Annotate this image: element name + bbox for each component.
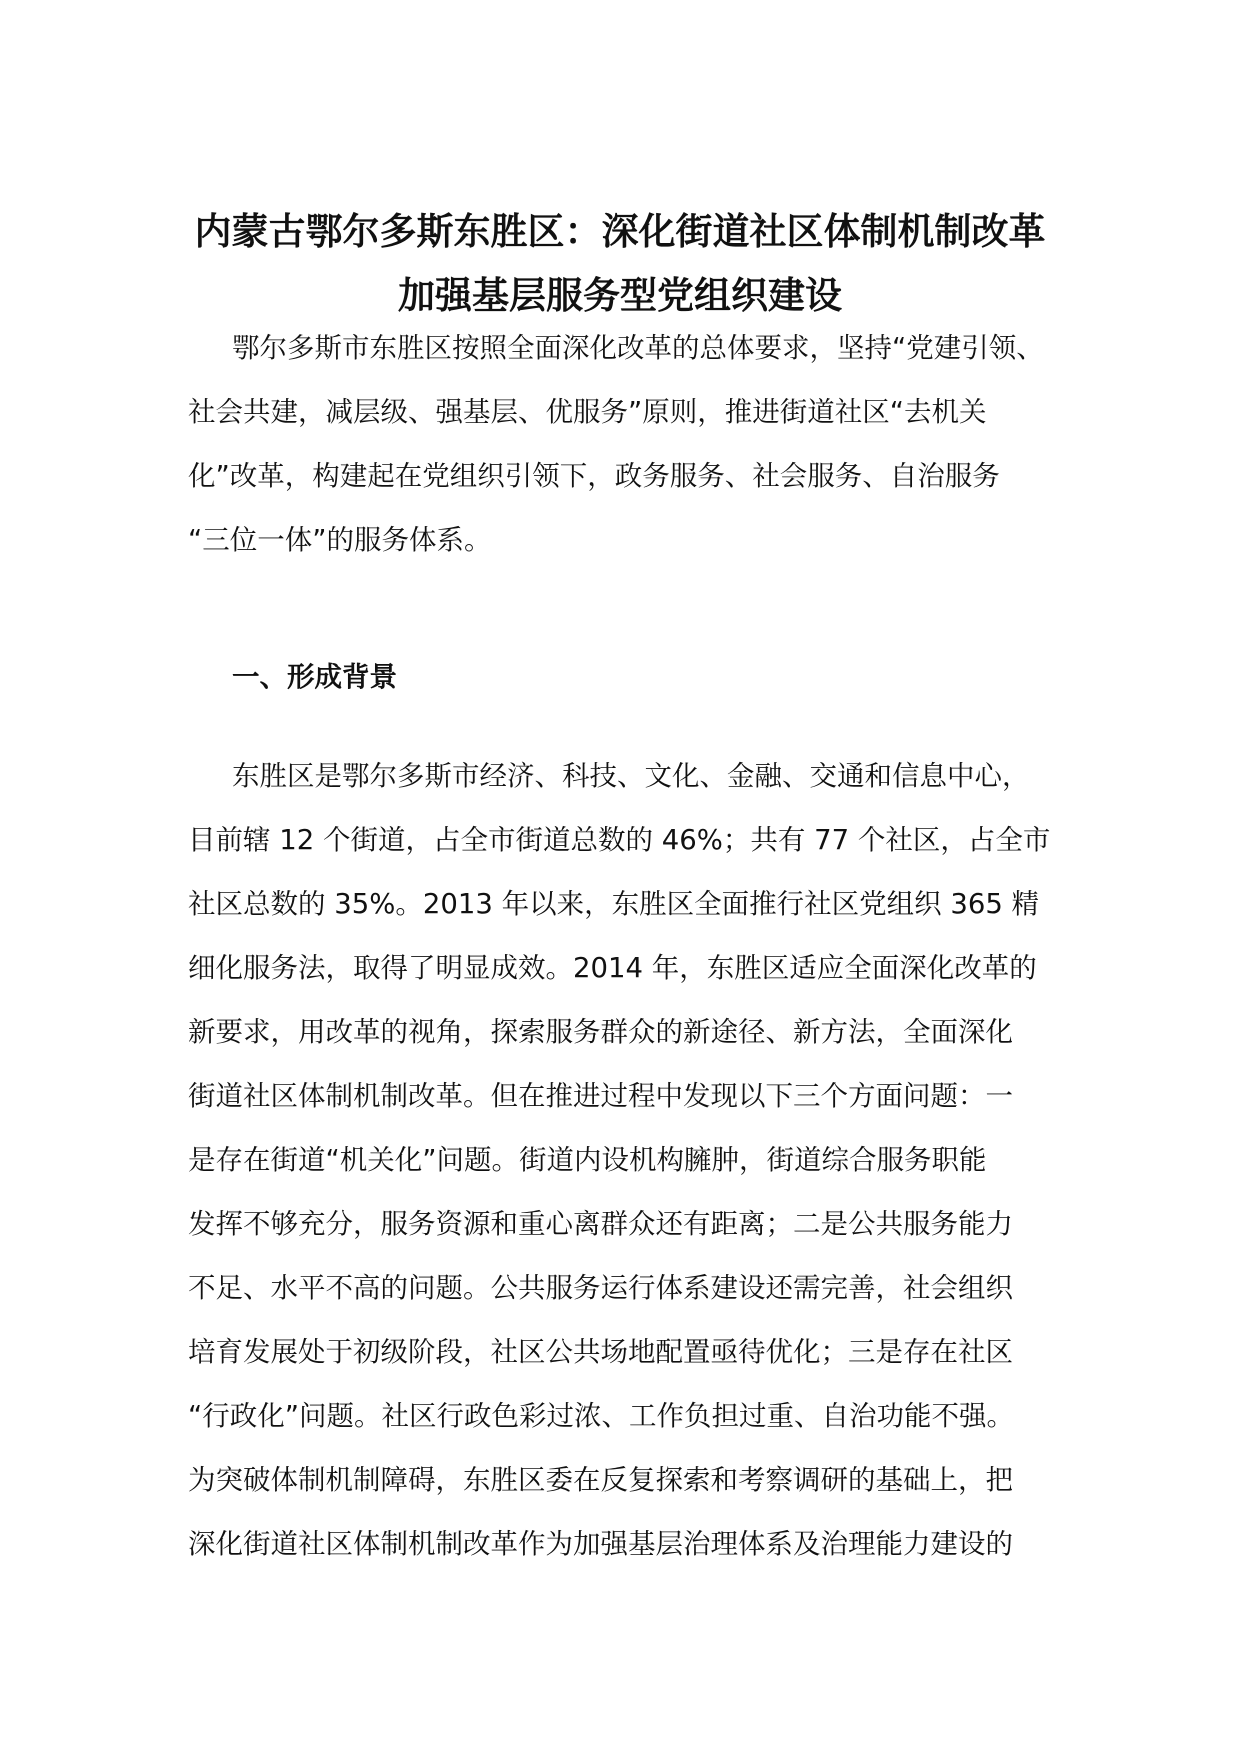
paragraph-line: 为突破体制机制障碍，东胜区委在反复探索和考察调研的基础上，把	[188, 1464, 1013, 1496]
section-heading	[188, 645, 1068, 709]
paragraph-line: 新要求，用改革的视角，探索服务群众的新途径、新方法，全面深化	[188, 1016, 1013, 1048]
paragraph-line: 发挥不够充分，服务资源和重心离群众还有距离；二是公共服务能力	[188, 1208, 1013, 1240]
document-title	[160, 200, 1080, 328]
paragraph-line: 社会共建，减层级、强基层、优服务”原则，推进街道社区“去机关	[188, 396, 987, 428]
title-line-1: 内蒙古鄂尔多斯东胜区：深化街道社区体制机制改革	[194, 210, 1046, 253]
paragraph-line: 不足、水平不高的问题。公共服务运行体系建设还需完善，社会组织	[188, 1272, 1013, 1304]
paragraph-line: 是存在街道“机关化”问题。街道内设机构臃肿，街道综合服务职能	[188, 1144, 987, 1176]
paragraph-line: 化”改革，构建起在党组织引领下，政务服务、社会服务、自治服务	[188, 460, 1000, 492]
paragraph-line: 街道社区体制机制改革。但在推进过程中发现以下三个方面问题：一	[188, 1080, 1013, 1112]
paragraph-line: 培育发展处于初级阶段，社区公共场地配置亟待优化；三是存在社区	[188, 1336, 1013, 1368]
intro-paragraph	[188, 316, 1068, 572]
paragraph-line: 社区总数的 35%。2013 年以来，东胜区全面推行社区党组织 365 精	[188, 888, 1040, 920]
background-paragraph	[188, 744, 1068, 1576]
paragraph-line: 东胜区是鄂尔多斯市经济、科技、文化、金融、交通和信息中心，	[232, 760, 1030, 792]
paragraph-line: 细化服务法，取得了明显成效。2014 年，东胜区适应全面深化改革的	[188, 952, 1037, 984]
title-line-2: 加强基层服务型党组织建设	[398, 274, 842, 317]
paragraph-line: 鄂尔多斯市东胜区按照全面深化改革的总体要求，坚持“党建引领、	[232, 332, 1044, 364]
paragraph-line: “三位一体”的服务体系。	[188, 524, 492, 556]
paragraph-line: 目前辖 12 个街道，占全市街道总数的 46%；共有 77 个社区，占全市	[188, 824, 1051, 856]
section-heading-text: 一、形成背景	[232, 661, 397, 693]
paragraph-line: 深化街道社区体制机制改革作为加强基层治理体系及治理能力建设的	[188, 1528, 1013, 1560]
paragraph-line: “行政化”问题。社区行政色彩过浓、工作负担过重、自治功能不强。	[188, 1400, 1014, 1432]
